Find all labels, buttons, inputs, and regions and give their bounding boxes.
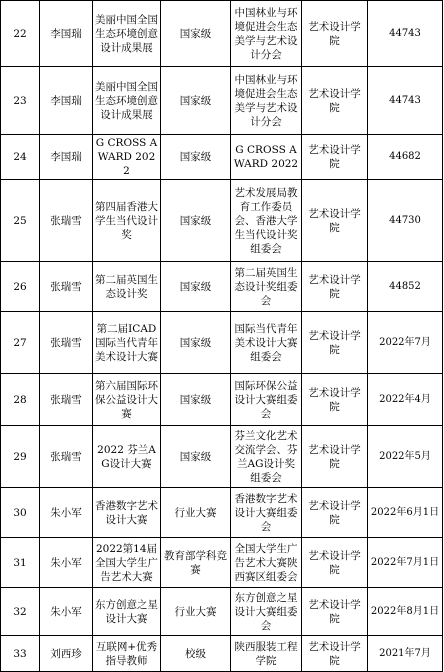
award-level: 行业大赛 bbox=[161, 588, 231, 636]
department: 艺术设计学院 bbox=[302, 488, 368, 538]
award-level: 国家级 bbox=[161, 180, 231, 262]
table-row bbox=[1, 538, 443, 588]
organizer: 中国林业与环境促进会生态美学与艺术设计分会 bbox=[231, 67, 302, 135]
award-name: G CROSS AWARD 2022 bbox=[93, 135, 161, 180]
table-row bbox=[1, 588, 443, 636]
award-level: 教育部学科竞赛 bbox=[161, 538, 231, 588]
award-level: 国家级 bbox=[161, 312, 231, 374]
organizer: 国际环保公益设计大赛组委会 bbox=[231, 374, 302, 426]
award-date: 44682 bbox=[368, 135, 443, 180]
department: 艺术设计学院 bbox=[302, 262, 368, 312]
table-row bbox=[1, 426, 443, 488]
award-name: 第四届香港大学生当代设计奖 bbox=[93, 180, 161, 262]
award-name: 东方创意之星设计大赛 bbox=[93, 588, 161, 636]
award-date: 2022年7月 bbox=[368, 312, 443, 374]
award-date: 2022年6月1日 bbox=[368, 488, 443, 538]
award-date: 44743 bbox=[368, 67, 443, 135]
row-number: 32 bbox=[1, 588, 40, 636]
award-level: 校级 bbox=[161, 636, 231, 672]
department: 艺术设计学院 bbox=[302, 180, 368, 262]
award-date: 2022年7月1日 bbox=[368, 538, 443, 588]
table-row bbox=[1, 636, 443, 672]
award-date: 44743 bbox=[368, 1, 443, 67]
award-name: 第二届英国生态设计奖 bbox=[93, 262, 161, 312]
organizer: 全国大学生广告艺术大赛陕西赛区组委会 bbox=[231, 538, 302, 588]
organizer: 香港数字艺术设计大赛组委会 bbox=[231, 488, 302, 538]
person-name: 朱小军 bbox=[40, 538, 93, 588]
organizer: 艺术发展局教育工作委员会、香港大学生当代设计奖组委会 bbox=[231, 180, 302, 262]
person-name: 张瑞雪 bbox=[40, 312, 93, 374]
award-name: 美丽中国全国生态环境创意设计成果展 bbox=[93, 67, 161, 135]
award-name: 美丽中国全国生态环境创意设计成果展 bbox=[93, 1, 161, 67]
organizer: 国际当代青年美术设计大赛组委会 bbox=[231, 312, 302, 374]
row-number: 31 bbox=[1, 538, 40, 588]
person-name: 张瑞雪 bbox=[40, 180, 93, 262]
table-row bbox=[1, 374, 443, 426]
person-name: 张瑞雪 bbox=[40, 426, 93, 488]
award-level: 国家级 bbox=[161, 135, 231, 180]
award-level: 国家级 bbox=[161, 426, 231, 488]
row-number: 29 bbox=[1, 426, 40, 488]
award-name: 2022 芬兰AG设计大赛 bbox=[93, 426, 161, 488]
organizer: 东方创意之星设计大赛组委会 bbox=[231, 588, 302, 636]
row-number: 30 bbox=[1, 488, 40, 538]
department: 艺术设计学院 bbox=[302, 1, 368, 67]
award-level: 国家级 bbox=[161, 374, 231, 426]
table-row bbox=[1, 488, 443, 538]
person-name: 张瑞雪 bbox=[40, 262, 93, 312]
award-name: 2022第14届全国大学生广告艺术大赛 bbox=[93, 538, 161, 588]
organizer: 第二届英国生态设计奖组委会 bbox=[231, 262, 302, 312]
department: 艺术设计学院 bbox=[302, 538, 368, 588]
award-level: 国家级 bbox=[161, 262, 231, 312]
person-name: 李国瑞 bbox=[40, 1, 93, 67]
person-name: 李国瑞 bbox=[40, 67, 93, 135]
award-level: 国家级 bbox=[161, 67, 231, 135]
award-name: 第二届ICAD国际当代青年美术设计大赛 bbox=[93, 312, 161, 374]
row-number: 28 bbox=[1, 374, 40, 426]
person-name: 刘西珍 bbox=[40, 636, 93, 672]
organizer: G CROSS AWARD 2022 bbox=[231, 135, 302, 180]
department: 艺术设计学院 bbox=[302, 374, 368, 426]
organizer: 芬兰文化艺术交流学会、芬兰AG设计奖组委会 bbox=[231, 426, 302, 488]
table-row bbox=[1, 180, 443, 262]
row-number: 26 bbox=[1, 262, 40, 312]
award-date: 44852 bbox=[368, 262, 443, 312]
award-level: 国家级 bbox=[161, 1, 231, 67]
table-row bbox=[1, 312, 443, 374]
award-name: 第六届国际环保公益设计大赛 bbox=[93, 374, 161, 426]
row-number: 27 bbox=[1, 312, 40, 374]
row-number: 25 bbox=[1, 180, 40, 262]
award-level: 行业大赛 bbox=[161, 488, 231, 538]
award-date: 2022年8月1日 bbox=[368, 588, 443, 636]
award-date: 2021年7月 bbox=[368, 636, 443, 672]
organizer: 中国林业与环境促进会生态美学与艺术设计分会 bbox=[231, 1, 302, 67]
department: 艺术设计学院 bbox=[302, 67, 368, 135]
row-number: 24 bbox=[1, 135, 40, 180]
organizer: 陕西服装工程学院 bbox=[231, 636, 302, 672]
department: 艺术设计学院 bbox=[302, 588, 368, 636]
department: 艺术设计学院 bbox=[302, 312, 368, 374]
row-number: 22 bbox=[1, 1, 40, 67]
award-date: 2022年5月 bbox=[368, 426, 443, 488]
department: 艺术设计学院 bbox=[302, 135, 368, 180]
award-name: 互联网+优秀指导教师 bbox=[93, 636, 161, 672]
table-row bbox=[1, 67, 443, 135]
department: 艺术设计学院 bbox=[302, 426, 368, 488]
award-date: 2022年4月 bbox=[368, 374, 443, 426]
department: 艺术设计学院 bbox=[302, 636, 368, 672]
person-name: 李国瑞 bbox=[40, 135, 93, 180]
table-row bbox=[1, 135, 443, 180]
person-name: 朱小军 bbox=[40, 588, 93, 636]
row-number: 23 bbox=[1, 67, 40, 135]
award-date: 44730 bbox=[368, 180, 443, 262]
table-row bbox=[1, 262, 443, 312]
award-name: 香港数字艺术设计大赛 bbox=[93, 488, 161, 538]
person-name: 张瑞雪 bbox=[40, 374, 93, 426]
table-row bbox=[1, 1, 443, 67]
row-number: 33 bbox=[1, 636, 40, 672]
person-name: 朱小军 bbox=[40, 488, 93, 538]
